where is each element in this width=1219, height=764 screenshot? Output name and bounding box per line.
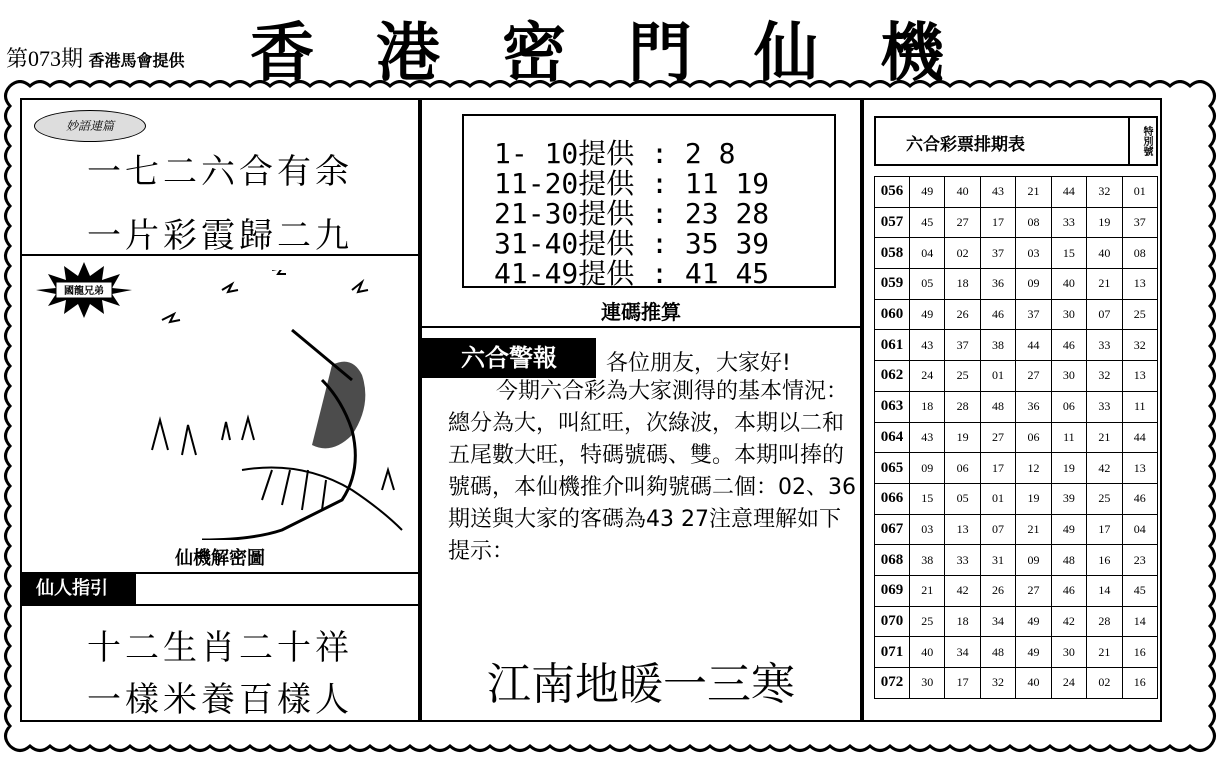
bird-icon (352, 282, 368, 292)
number-cell: 46 (1051, 575, 1086, 606)
draw-table (874, 176, 1158, 699)
number-cell: 30 (1051, 361, 1086, 392)
number-cell: 26 (980, 575, 1015, 606)
number-cell: 38 (980, 330, 1015, 361)
range-values: 23 28 (684, 197, 770, 230)
number-cell: 43 (980, 177, 1015, 208)
number-cell: 44 (1016, 330, 1051, 361)
number-cell: 26 (945, 299, 980, 330)
number-cell: 21 (1087, 422, 1122, 453)
issue-cell: 059 (875, 269, 910, 300)
bird-icon (162, 314, 180, 322)
number-cell: 14 (1122, 606, 1157, 637)
number-cell: 36 (1016, 391, 1051, 422)
number-cell: 24 (1051, 668, 1086, 699)
alert-label: 六合警報 (422, 338, 596, 378)
number-cell: 23 (1122, 545, 1157, 576)
range-values: 11 19 (684, 167, 770, 200)
number-cell: 27 (1016, 361, 1051, 392)
number-cell: 40 (945, 177, 980, 208)
number-cell: 28 (945, 391, 980, 422)
number-cell: 18 (910, 391, 945, 422)
number-cell: 03 (910, 514, 945, 545)
middle-panel (420, 98, 862, 722)
number-cell: 37 (1016, 299, 1051, 330)
number-cell: 37 (980, 238, 1015, 269)
number-cell: 42 (1087, 453, 1122, 484)
divider (22, 254, 418, 256)
number-cell: 17 (980, 453, 1015, 484)
table-row (875, 177, 1158, 208)
number-cell: 42 (1051, 606, 1086, 637)
number-cell: 13 (1122, 453, 1157, 484)
number-cell: 06 (1016, 422, 1051, 453)
illustration-caption: 仙機解密圖 (175, 548, 265, 569)
issue-cell: 069 (875, 575, 910, 606)
issue-number: 第073期 (6, 46, 84, 71)
table-row (875, 422, 1158, 453)
number-cell: 46 (980, 299, 1015, 330)
number-cell: 38 (910, 545, 945, 576)
number-cell: 19 (1051, 453, 1086, 484)
divider (422, 326, 860, 328)
range-label: 1- 10提供 (494, 137, 635, 170)
number-cell: 17 (980, 207, 1015, 238)
number-cell: 32 (980, 668, 1015, 699)
number-cell: 18 (945, 269, 980, 300)
number-cell: 28 (1087, 606, 1122, 637)
number-cell: 11 (1051, 422, 1086, 453)
guide-label: 仙人指引 (22, 574, 136, 604)
number-cell: 33 (1087, 330, 1122, 361)
number-cell: 01 (980, 483, 1015, 514)
number-cell: 44 (1122, 422, 1157, 453)
number-cell: 21 (1087, 637, 1122, 668)
issue-cell: 072 (875, 668, 910, 699)
table-row (875, 269, 1158, 300)
table-row (875, 330, 1158, 361)
number-cell: 06 (945, 453, 980, 484)
number-cell: 34 (980, 606, 1015, 637)
number-cell: 13 (945, 514, 980, 545)
number-cell: 30 (1051, 299, 1086, 330)
number-cell: 19 (1087, 207, 1122, 238)
range-values: 41 45 (684, 257, 770, 290)
range-box (462, 114, 836, 288)
proverb: 江南地暖一三寒 (487, 659, 795, 710)
table-row (875, 483, 1158, 514)
table-row (875, 391, 1158, 422)
archer-illustration (122, 270, 412, 540)
number-cell: 49 (910, 299, 945, 330)
left-panel (20, 98, 420, 722)
number-cell: 39 (1051, 483, 1086, 514)
issue-cell: 066 (875, 483, 910, 514)
number-cell: 13 (1122, 269, 1157, 300)
body-text: 今期六合彩為大家測得的基本情況：總分為大，叫紅旺，次綠波，本期以二和五尾數大旺，特碼號碼、雙。本期叫捧的號碼，本仙機推介叫夠號碼二個：02、36期送與大家的客碼為43 27注意理解如下提示： (448, 379, 856, 564)
number-cell: 37 (1122, 207, 1157, 238)
table-row (875, 637, 1158, 668)
number-cell: 27 (1016, 575, 1051, 606)
special-label: 特別號 (1128, 118, 1154, 164)
poem-line-2: 一片彩霞歸二九 (87, 216, 353, 256)
range-row: 11-20提供 : 11 19 (494, 167, 770, 200)
number-cell: 45 (910, 207, 945, 238)
number-cell: 05 (910, 269, 945, 300)
issue-cell: 063 (875, 391, 910, 422)
number-cell: 48 (980, 637, 1015, 668)
number-cell: 40 (1087, 238, 1122, 269)
range-row: 41-49提供 : 41 45 (494, 257, 770, 290)
number-cell: 43 (910, 330, 945, 361)
issue-cell: 068 (875, 545, 910, 576)
table-header (874, 116, 1158, 166)
table-row (875, 575, 1158, 606)
issue-cell: 062 (875, 361, 910, 392)
number-cell: 19 (1016, 483, 1051, 514)
number-cell: 21 (1016, 514, 1051, 545)
number-cell: 48 (1051, 545, 1086, 576)
number-cell: 31 (980, 545, 1015, 576)
number-cell: 16 (1122, 668, 1157, 699)
number-cell: 07 (1087, 299, 1122, 330)
number-cell: 01 (980, 361, 1015, 392)
poem2-line-2: 一樣米養百樣人 (87, 680, 353, 720)
range-label: 11-20提供 (494, 167, 635, 200)
number-cell: 33 (1087, 391, 1122, 422)
range-label: 41-49提供 (494, 257, 635, 290)
issue-cell: 071 (875, 637, 910, 668)
issue-cell: 061 (875, 330, 910, 361)
number-cell: 11 (1122, 391, 1157, 422)
greeting: 各位朋友，大家好! (606, 351, 791, 376)
number-cell: 12 (1016, 453, 1051, 484)
star-badge-label: 國龍兄弟 (64, 286, 104, 297)
number-cell: 17 (1087, 514, 1122, 545)
table-row (875, 668, 1158, 699)
bird-icon (222, 284, 238, 292)
number-cell: 09 (910, 453, 945, 484)
number-cell: 30 (910, 668, 945, 699)
number-cell: 15 (1051, 238, 1086, 269)
number-cell: 25 (910, 606, 945, 637)
number-cell: 04 (1122, 514, 1157, 545)
number-cell: 44 (1051, 177, 1086, 208)
provider-text: 香港馬會提供 (88, 51, 185, 70)
number-cell: 05 (945, 483, 980, 514)
number-cell: 37 (945, 330, 980, 361)
number-cell: 08 (1016, 207, 1051, 238)
number-cell: 27 (980, 422, 1015, 453)
number-cell: 40 (1051, 269, 1086, 300)
range-row: 1- 10提供 : 2 8 (494, 137, 736, 170)
number-cell: 43 (910, 422, 945, 453)
number-cell: 17 (945, 668, 980, 699)
table-row (875, 606, 1158, 637)
number-cell: 32 (1122, 330, 1157, 361)
number-cell: 09 (1016, 545, 1051, 576)
number-cell: 48 (980, 391, 1015, 422)
issue-cell: 060 (875, 299, 910, 330)
number-cell: 03 (1016, 238, 1051, 269)
range-row: 31-40提供 : 35 39 (494, 227, 770, 260)
number-cell: 32 (1087, 361, 1122, 392)
number-cell: 16 (1122, 637, 1157, 668)
number-cell: 06 (1051, 391, 1086, 422)
number-cell: 21 (1087, 269, 1122, 300)
number-cell: 49 (1051, 514, 1086, 545)
number-cell: 30 (1051, 637, 1086, 668)
issue-cell: 070 (875, 606, 910, 637)
table-title: 六合彩票排期表 (906, 135, 1025, 155)
issue-cell: 067 (875, 514, 910, 545)
number-cell: 18 (945, 606, 980, 637)
divider (22, 604, 418, 606)
number-cell: 49 (1016, 637, 1051, 668)
number-cell: 01 (1122, 177, 1157, 208)
number-cell: 14 (1087, 575, 1122, 606)
table-row (875, 453, 1158, 484)
range-values: 2 8 (684, 137, 736, 170)
number-cell: 33 (945, 545, 980, 576)
number-cell: 19 (945, 422, 980, 453)
number-cell: 21 (910, 575, 945, 606)
number-cell: 21 (1016, 177, 1051, 208)
number-cell: 16 (1087, 545, 1122, 576)
table-row (875, 238, 1158, 269)
page-title: 香港密門仙機 (250, 17, 1006, 91)
poem-line-1: 一七二六合有余 (87, 152, 353, 192)
number-cell: 49 (1016, 606, 1051, 637)
issue-line (6, 42, 185, 73)
number-cell: 32 (1087, 177, 1122, 208)
number-cell: 04 (910, 238, 945, 269)
number-cell: 25 (1087, 483, 1122, 514)
number-cell: 02 (945, 238, 980, 269)
poem2-line-1: 十二生肖二十祥 (87, 628, 353, 668)
number-cell: 34 (945, 637, 980, 668)
number-cell: 36 (980, 269, 1015, 300)
issue-cell: 056 (875, 177, 910, 208)
number-cell: 45 (1122, 575, 1157, 606)
bird-icon (272, 270, 286, 274)
number-cell: 15 (910, 483, 945, 514)
range-label: 21-30提供 (494, 197, 635, 230)
issue-cell: 057 (875, 207, 910, 238)
right-panel (862, 98, 1162, 722)
table-row (875, 361, 1158, 392)
number-cell: 25 (945, 361, 980, 392)
number-cell: 27 (945, 207, 980, 238)
table-row (875, 514, 1158, 545)
number-cell: 46 (1122, 483, 1157, 514)
issue-cell: 065 (875, 453, 910, 484)
number-cell: 13 (1122, 361, 1157, 392)
range-row: 21-30提供 : 23 28 (494, 197, 770, 230)
number-cell: 49 (910, 177, 945, 208)
range-label: 31-40提供 (494, 227, 635, 260)
number-cell: 08 (1122, 238, 1157, 269)
number-cell: 09 (1016, 269, 1051, 300)
number-cell: 46 (1051, 330, 1086, 361)
number-cell: 42 (945, 575, 980, 606)
number-cell: 02 (1087, 668, 1122, 699)
issue-cell: 064 (875, 422, 910, 453)
star-badge (36, 262, 132, 318)
number-cell: 24 (910, 361, 945, 392)
table-row (875, 545, 1158, 576)
table-row (875, 207, 1158, 238)
number-cell: 40 (1016, 668, 1051, 699)
range-values: 35 39 (684, 227, 770, 260)
table-row (875, 299, 1158, 330)
issue-cell: 058 (875, 238, 910, 269)
number-cell: 33 (1051, 207, 1086, 238)
ranges-caption: 連碼推算 (601, 300, 681, 324)
number-cell: 07 (980, 514, 1015, 545)
number-cell: 40 (910, 637, 945, 668)
number-cell: 25 (1122, 299, 1157, 330)
oval-label: 妙語連篇 (34, 110, 146, 142)
